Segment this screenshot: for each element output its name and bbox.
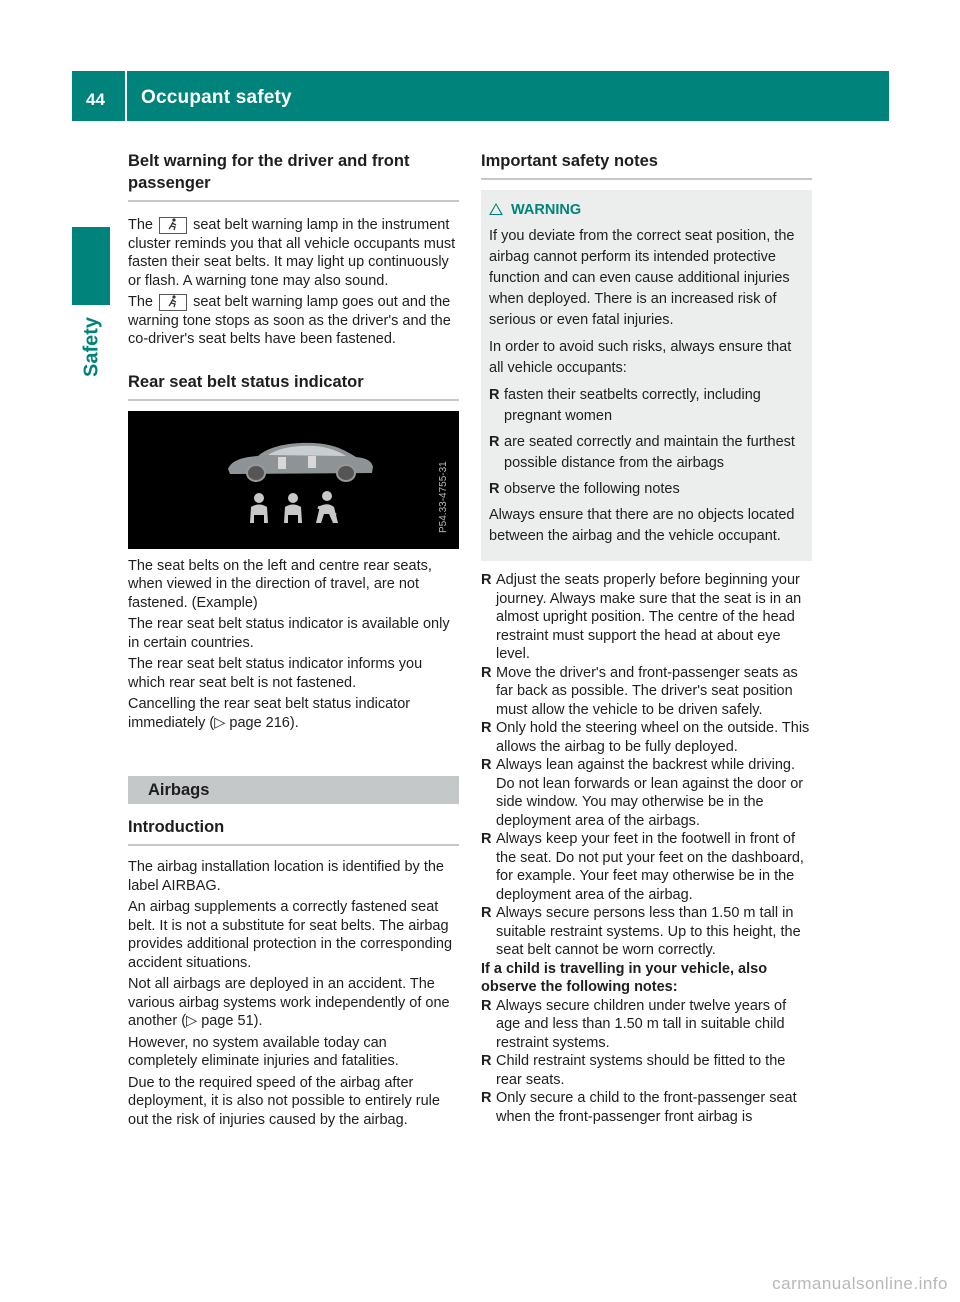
airbags-paragraph-3: Not all airbags are deployed in an accident. The various airbag systems work independently of one another (▷ page 51). [128,976,450,1029]
warning-paragraph-3: Always ensure that there are no objects located between the airbag and the vehicle occupant. [489,507,795,544]
figure-code: P54.33-4755-31 [438,460,449,533]
list-item: R Move the driver's and front-passenger seats as far back as possible. The driver's seat position must allow the vehicle to be driven safely. [481,664,798,718]
list-item: R Only secure a child to the front-passenger seat when the front-passenger front airbag is [481,1090,797,1125]
list-item: R observe the following notes [489,481,680,497]
airbags-paragraph-2: An airbag supplements a correctly fastened seat belt. It is not a substitute for seat belts. The airbag provides additional protection in the corresponding accident situations. [128,899,453,971]
list-item: R Adjust the seats properly before beginning your journey. Always make sure that the seat is in an almost upright position. The centre of the head restraint must support the head at about eye level. [481,572,802,662]
list-item: R Child restraint systems should be fitted to the rear seats. [481,1053,786,1088]
rear-indicator-paragraph-3: The rear seat belt status indicator informs you which rear seat belt is not fastened. [128,656,423,691]
introduction-heading: Introduction [128,816,459,846]
side-tab-block [72,227,110,305]
warning-paragraph-1: If you deviate from the correct seat position, the airbag cannot perform its intended protective function and can even cause additional injuries when deployed. There is an increased risk of serious or even fatal injuries. [489,228,795,328]
airbags-paragraph-4: However, no system available today can completely eliminate injuries and fatalities. [128,1034,399,1069]
side-tab-label [68,312,116,382]
rear-indicator-paragraph-2: The rear seat belt status indicator is available only in certain countries. [128,616,450,651]
header-divider [125,71,127,121]
rear-indicator-paragraph-1: The seat belts on the left and centre rear seats, when viewed in the direction of travel, are not fastened. (Example) [128,557,432,611]
airbags-section-band: Airbags [128,776,459,804]
belt-warning-paragraph-2: The seat belt warning lamp goes out and the warning tone stops as soon as the driver's and the co-driver's seat belts have been fastened. [128,294,451,347]
safety-notes-list [481,571,812,960]
belt-warning-heading: Belt warning for the driver and front passenger [128,150,459,202]
warning-list [489,385,804,500]
warning-title: WARNING [489,202,804,218]
safety-notes-heading: Important safety notes [481,150,812,180]
child-notes-heading: If a child is travelling in your vehicle, also observe the following notes: [481,960,768,995]
child-notes-list [481,997,812,1127]
occupant-icons [250,491,338,523]
list-item: R are seated correctly and maintain the furthest possible distance from the airbags [489,434,795,471]
car-seat-diagram [128,411,459,549]
rear-indicator-paragraph-4: Cancelling the rear seat belt status indicator immediately (▷ page 216). [128,696,411,731]
seatbelt-warning-icon [159,294,187,311]
footer-watermark: carmanualsonline.info [772,1274,948,1293]
list-item: R Always secure children under twelve years of age and less than 1.50 m tall in suitable child restraint systems. [481,997,787,1051]
warning-paragraph-2: In order to avoid such risks, always ensure that all vehicle occupants: [489,339,792,376]
list-item: R fasten their seatbelts correctly, including pregnant women [489,387,761,424]
right-column [481,150,812,1126]
airbags-paragraph-1: The airbag installation location is identified by the label AIRBAG. [128,859,444,894]
warning-box [481,190,812,561]
airbags-paragraph-5: Due to the required speed of the airbag after deployment, it is also not possible to entirely rule out the risk of injuries caused by the airbag. [128,1074,440,1128]
side-tab-text: Safety [80,316,103,378]
list-item: R Always secure persons less than 1.50 m tall in suitable restraint systems. Up to this height, the seat belt cannot be worn correctly. [481,905,801,958]
page-number: 44 [86,90,105,109]
warning-triangle-icon [489,203,503,215]
rear-seatbelt-indicator-image [128,411,459,549]
list-item: R Always keep your feet in the footwell in front of the seat. Do not put your feet on the dashboard, for example. Your feet may otherwise be in the deployment area of the airbag. [481,831,804,903]
list-item: R Always lean against the backrest while driving. Do not lean forwards or lean against the door or side window. You may otherwise be in the deployment area of the airbags. [481,757,804,829]
list-item: R Only hold the steering wheel on the outside. This allows the airbag to be fully deployed. [481,720,810,755]
belt-warning-paragraph-1: The seat belt warning lamp in the instrument cluster reminds you that all vehicle occupants must fasten their seat belts. It may light up continuously or flash. A warning tone may also sound. [128,217,456,289]
left-column [128,150,459,1129]
rear-indicator-heading: Rear seat belt status indicator [128,371,459,401]
seatbelt-warning-icon [159,217,187,234]
page-title: Occupant safety [141,87,292,108]
